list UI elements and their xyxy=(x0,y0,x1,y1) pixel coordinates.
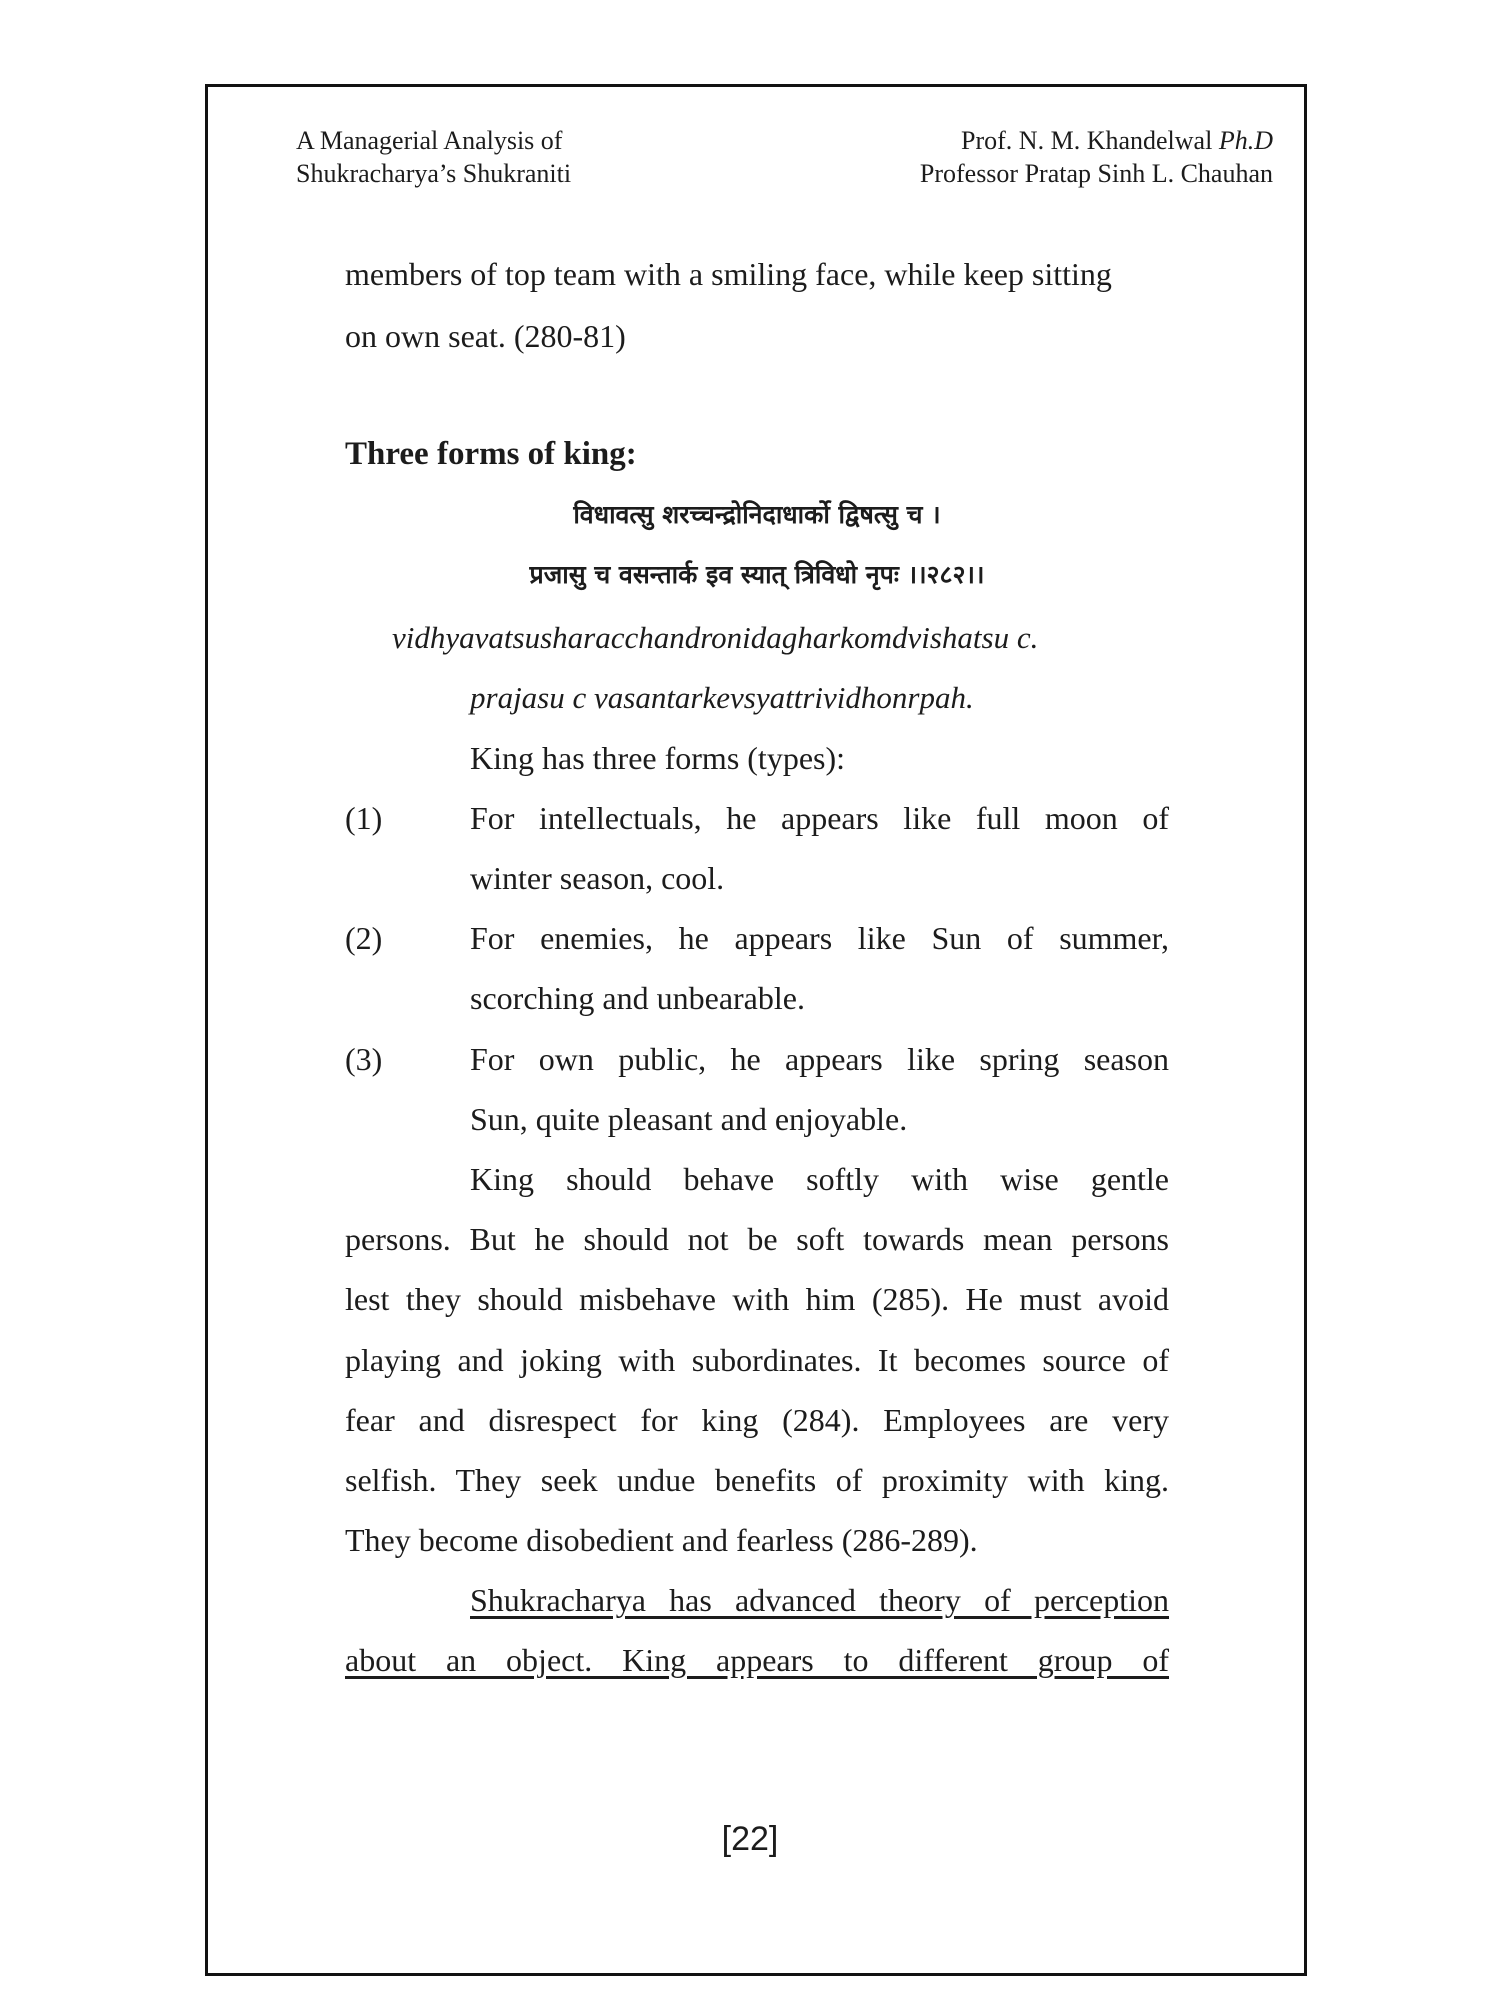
item-1-line2: winter season, cool. xyxy=(470,860,725,896)
item-3-line2: Sun, quite pleasant and enjoyable. xyxy=(470,1101,908,1137)
item-number: (1) xyxy=(345,800,383,836)
paragraph1-line5: fear and disrespect for king (284). Employees are very xyxy=(345,1402,1169,1438)
section-heading: Three forms of king: xyxy=(345,436,637,472)
paragraph2-line1: Shukracharya has advanced theory of perception xyxy=(470,1582,1169,1618)
paragraph1-line7: They become disobedient and fearless (286-289). xyxy=(345,1522,978,1558)
paragraph1-line3: lest they should misbehave with him (285). He must avoid xyxy=(345,1281,1169,1317)
item-2-line2: scorching and unbearable. xyxy=(470,980,805,1016)
transliteration-line1: vidhyavatsusharacchandronidagharkomdvishatsu c. xyxy=(392,620,1039,655)
item-number: (2) xyxy=(345,920,383,956)
paragraph1-line1: King should behave softly with wise gentle xyxy=(470,1161,1169,1197)
intro-line-1: members of top team with a smiling face, while keep sitting xyxy=(345,256,1112,292)
author-name: Prof. N. M. Khandelwal xyxy=(961,126,1213,155)
paragraph1-line6: selfish. They seek undue benefits of proximity with king. xyxy=(345,1462,1169,1498)
paragraph1-line4: playing and joking with subordinates. It becomes source of xyxy=(345,1342,1169,1378)
book-title-line1: A Managerial Analysis of xyxy=(296,126,563,155)
author-degree: Ph.D xyxy=(1218,126,1273,155)
item-2-line1: For enemies, he appears like Sun of summer, xyxy=(470,920,1169,956)
item-1-line1: For intellectuals, he appears like full moon of xyxy=(470,800,1169,836)
header-right xyxy=(920,124,1273,190)
author-line2: Professor Pratap Sinh L. Chauhan xyxy=(919,159,1273,188)
page-border xyxy=(205,84,1307,1976)
paragraph1-line2: persons. But he should not be soft towards mean persons xyxy=(345,1221,1169,1257)
forms-lead: King has three forms (types): xyxy=(470,740,846,776)
paragraph2-line2: about an object. King appears to different group of xyxy=(345,1642,1169,1678)
header-left xyxy=(296,124,571,190)
book-title-line2: Shukracharya’s Shukraniti xyxy=(296,159,572,188)
sanskrit-verse-line2: प्रजासु च वसन्तार्क इव स्यात् त्रिविधो नृपः ।।२८२।। xyxy=(529,560,985,589)
intro-line-2: on own seat. (280-81) xyxy=(345,318,626,354)
sanskrit-verse-line1: विधावत्सु शरच्चन्द्रोनिदाधार्को द्विषत्सु च । xyxy=(573,500,941,529)
transliteration-line2: prajasu c vasantarkevsyattrividhonrpah. xyxy=(470,680,974,715)
page-number: [22] xyxy=(721,1820,779,1858)
author-line1 xyxy=(920,124,1273,157)
item-number: (3) xyxy=(345,1041,383,1077)
item-3-line1: For own public, he appears like spring season xyxy=(470,1041,1169,1077)
